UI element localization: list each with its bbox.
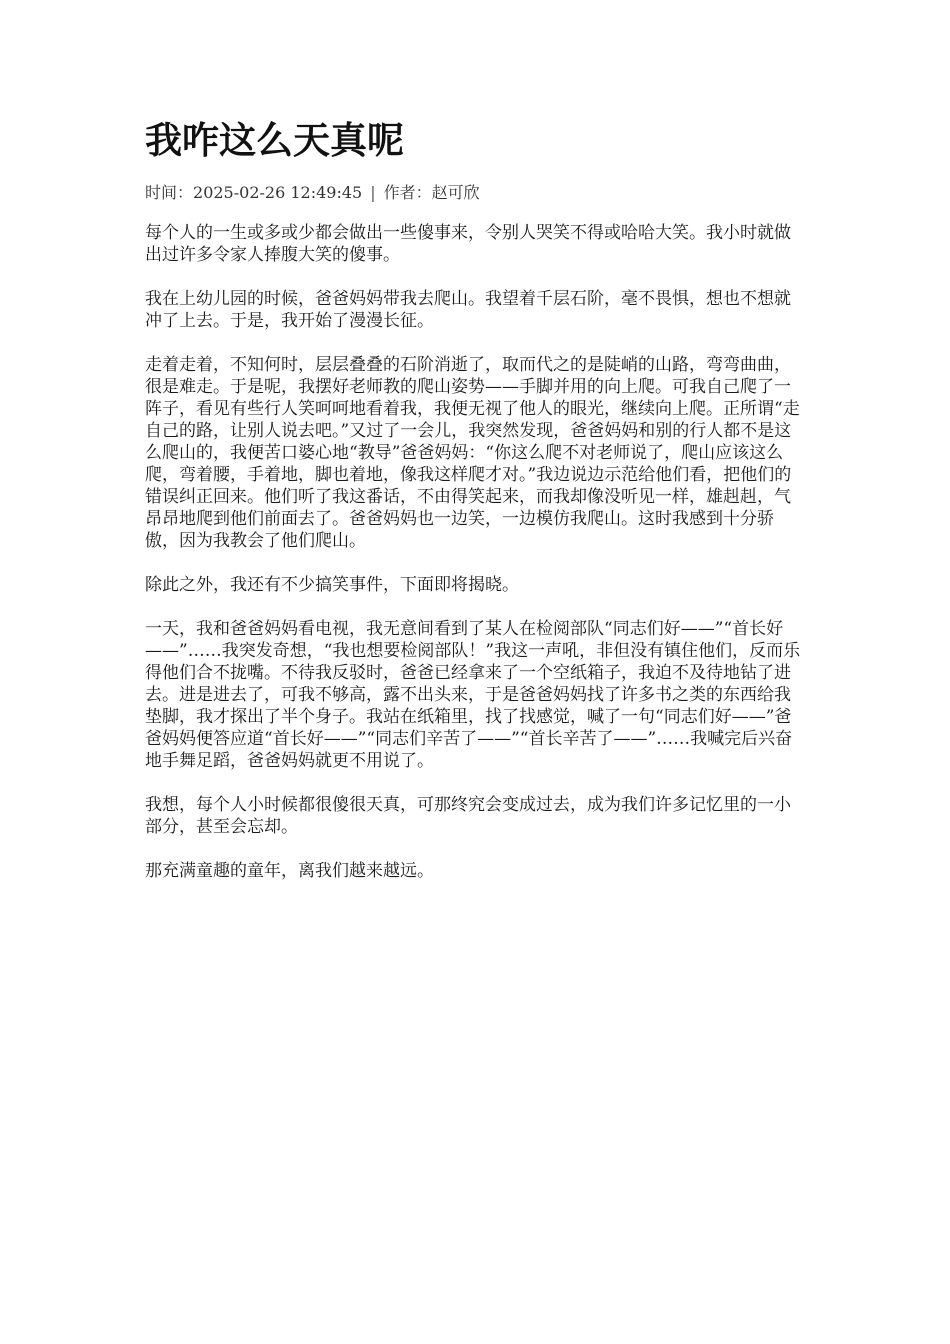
paragraph: 那充满童趣的童年，离我们越来越远。 xyxy=(145,861,434,881)
author-label: 作者： xyxy=(383,183,432,202)
paragraph: 每个人的一生或多或少都会做出一些傻事来，令别人哭笑不得或哈哈大笑。我小时就做出过许多令家人捧腹大笑的傻事。 xyxy=(145,223,791,265)
article-title: 我咋这么天真呢 xyxy=(145,118,404,162)
paragraph: 我在上幼儿园的时候，爸爸妈妈带我去爬山。我望着千层石阶，毫不畏惧，想也不想就冲了上去。于是，我开始了漫漫长征。 xyxy=(145,289,791,331)
time-label: 时间： xyxy=(145,183,194,202)
author-value: 赵可欣 xyxy=(431,183,480,202)
article-content xyxy=(145,222,807,882)
paragraph: 我想，每个人小时候都很傻很天真，可那终究会变成过去，成为我们许多记忆里的一小部分，甚至会忘却。 xyxy=(145,795,791,837)
paragraph: 走着走着，不知何时，层层叠叠的石阶消逝了，取而代之的是陡峭的山路，弯弯曲曲，很是难走。于是呢，我摆好老师教的爬山姿势——手脚并用的向上爬。可我自己爬了一阵子，看见有些行人笑呵呵地看着我，我便无视了他人的眼光，继续向上爬。正所谓“走自己的路，让别人说去吧。”又过了一会儿，我突然发现，爸爸妈妈和别的行人都不是这么爬山的，我便苦口婆心地“教导”爸爸妈妈：“你这么爬不对老师说了，爬山应该这么爬，弯着腰，手着地，脚也着地，像我这样爬才对。”我边说边示范给他们看，把他们的错误纠正回来。他们听了我这番话，不由得笑起来，而我却像没听见一样，雄赳赳，气昂昂地爬到他们前面去了。爸爸妈妈也一边笑，一边模仿我爬山。这时我感到十分骄傲，因为我教会了他们爬山。 xyxy=(145,355,800,551)
article xyxy=(145,112,807,904)
time-value: 2025-02-26 12:49:45 xyxy=(193,183,363,202)
paragraph: 一天，我和爸爸妈妈看电视，我无意间看到了某人在检阅部队“同志们好——”“首长好——”……我突发奇想，“我也想要检阅部队！”我这一声吼，非但没有镇住他们，反而乐得他们合不拢嘴。不待我反驳时，爸爸已经拿来了一个空纸箱子，我迫不及待地钻了进去。进是进去了，可我不够高，露不出头来，于是爸爸妈妈找了许多书之类的东西给我垫脚，我才探出了半个身子。我站在纸箱里，找了找感觉，喊了一句“同志们好——”爸爸妈妈便答应道“首长好——”“同志们辛苦了——”“首长辛苦了——”……我喊完后兴奋地手舞足蹈，爸爸妈妈就更不用说了。 xyxy=(145,619,801,771)
meta-separator: | xyxy=(370,183,376,202)
paragraph: 除此之外，我还有不少搞笑事件，下面即将揭晓。 xyxy=(145,575,519,595)
article-meta xyxy=(145,181,807,205)
